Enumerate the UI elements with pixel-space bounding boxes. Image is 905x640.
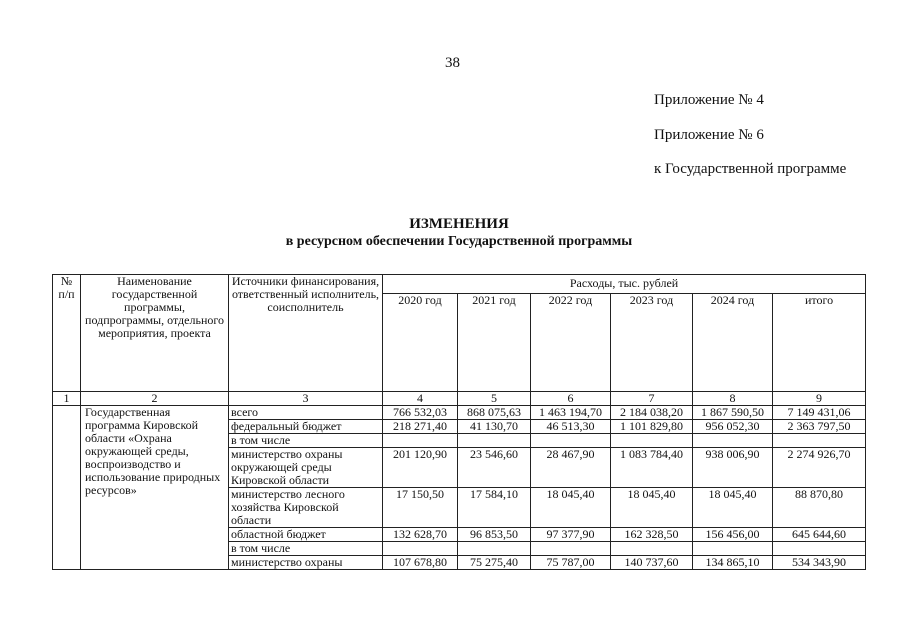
document-title: ИЗМЕНЕНИЯ <box>409 216 509 232</box>
source-cell: всего <box>229 406 383 420</box>
program-name: Государственная программа Кировской области «Охрана окружающей среды, воспроизводство и использование природных ресурсов» <box>81 406 229 570</box>
source-cell: министерство охраны окружающей среды Кировской области <box>229 448 383 488</box>
value-cell: 140 737,60 <box>611 556 693 570</box>
value-cell <box>531 434 611 448</box>
header-year-2024: 2024 год <box>693 294 773 392</box>
document-subtitle: в ресурсном обеспечении Государственной программы <box>285 234 633 249</box>
header-year-2021: 2021 год <box>458 294 531 392</box>
column-index: 2 <box>81 392 229 406</box>
value-cell: 132 628,70 <box>383 528 458 542</box>
column-index: 1 <box>53 392 81 406</box>
value-cell: 162 328,50 <box>611 528 693 542</box>
resource-table <box>52 274 866 570</box>
table-row <box>53 406 866 420</box>
value-cell: 2 363 797,50 <box>773 420 866 434</box>
value-cell: 96 853,50 <box>458 528 531 542</box>
value-cell: 17 150,50 <box>383 488 458 528</box>
value-cell: 88 870,80 <box>773 488 866 528</box>
column-index: 6 <box>531 392 611 406</box>
value-cell: 956 052,30 <box>693 420 773 434</box>
value-cell <box>458 542 531 556</box>
header-row-1 <box>53 275 866 294</box>
source-cell: федеральный бюджет <box>229 420 383 434</box>
value-cell: 2 184 038,20 <box>611 406 693 420</box>
value-cell: 1 101 829,80 <box>611 420 693 434</box>
header-source: Источники финансирования, ответственный исполнитель, соисполнитель <box>229 275 383 392</box>
header-year-2023: 2023 год <box>611 294 693 392</box>
source-cell: в том числе <box>229 434 383 448</box>
source-cell: в том числе <box>229 542 383 556</box>
header-year-2022: 2022 год <box>531 294 611 392</box>
value-cell: 75 275,40 <box>458 556 531 570</box>
value-cell: 18 045,40 <box>611 488 693 528</box>
value-cell: 46 513,30 <box>531 420 611 434</box>
column-index: 8 <box>693 392 773 406</box>
value-cell: 41 130,70 <box>458 420 531 434</box>
value-cell: 18 045,40 <box>693 488 773 528</box>
value-cell: 75 787,00 <box>531 556 611 570</box>
value-cell <box>611 542 693 556</box>
value-cell <box>383 434 458 448</box>
value-cell: 97 377,90 <box>531 528 611 542</box>
value-cell: 2 274 926,70 <box>773 448 866 488</box>
column-index-row <box>53 392 866 406</box>
value-cell <box>383 542 458 556</box>
column-index: 9 <box>773 392 866 406</box>
value-cell: 107 678,80 <box>383 556 458 570</box>
value-cell: 7 149 431,06 <box>773 406 866 420</box>
header-total: итого <box>773 294 866 392</box>
page-number: 38 <box>445 55 460 71</box>
value-cell: 1 463 194,70 <box>531 406 611 420</box>
value-cell: 868 075,63 <box>458 406 531 420</box>
value-cell: 534 343,90 <box>773 556 866 570</box>
value-cell <box>611 434 693 448</box>
value-cell: 218 271,40 <box>383 420 458 434</box>
header-name: Наименование государственной программы, подпрограммы, отдельного мероприятия, проекта <box>81 275 229 392</box>
header-num: № п/п <box>53 275 81 392</box>
value-cell <box>458 434 531 448</box>
value-cell: 18 045,40 <box>531 488 611 528</box>
appendix-line-1: Приложение № 4 <box>654 92 764 108</box>
value-cell: 766 532,03 <box>383 406 458 420</box>
source-cell: областной бюджет <box>229 528 383 542</box>
value-cell <box>773 434 866 448</box>
column-index: 7 <box>611 392 693 406</box>
column-index: 4 <box>383 392 458 406</box>
value-cell: 1 083 784,40 <box>611 448 693 488</box>
value-cell <box>693 542 773 556</box>
source-cell: министерство охраны <box>229 556 383 570</box>
value-cell: 1 867 590,50 <box>693 406 773 420</box>
value-cell: 938 006,90 <box>693 448 773 488</box>
value-cell: 645 644,60 <box>773 528 866 542</box>
column-index: 3 <box>229 392 383 406</box>
value-cell <box>531 542 611 556</box>
value-cell: 28 467,90 <box>531 448 611 488</box>
value-cell: 156 456,00 <box>693 528 773 542</box>
value-cell: 23 546,60 <box>458 448 531 488</box>
value-cell <box>693 434 773 448</box>
value-cell: 134 865,10 <box>693 556 773 570</box>
appendix-line-2: Приложение № 6 <box>654 127 764 143</box>
row-number-cell <box>53 406 81 570</box>
header-expenses: Расходы, тыс. рублей <box>383 275 866 294</box>
source-cell: министерство лесного хозяйства Кировской области <box>229 488 383 528</box>
appendix-line-3: к Государственной программе <box>654 161 847 177</box>
value-cell: 17 584,10 <box>458 488 531 528</box>
value-cell <box>773 542 866 556</box>
value-cell: 201 120,90 <box>383 448 458 488</box>
column-index: 5 <box>458 392 531 406</box>
header-year-2020: 2020 год <box>383 294 458 392</box>
